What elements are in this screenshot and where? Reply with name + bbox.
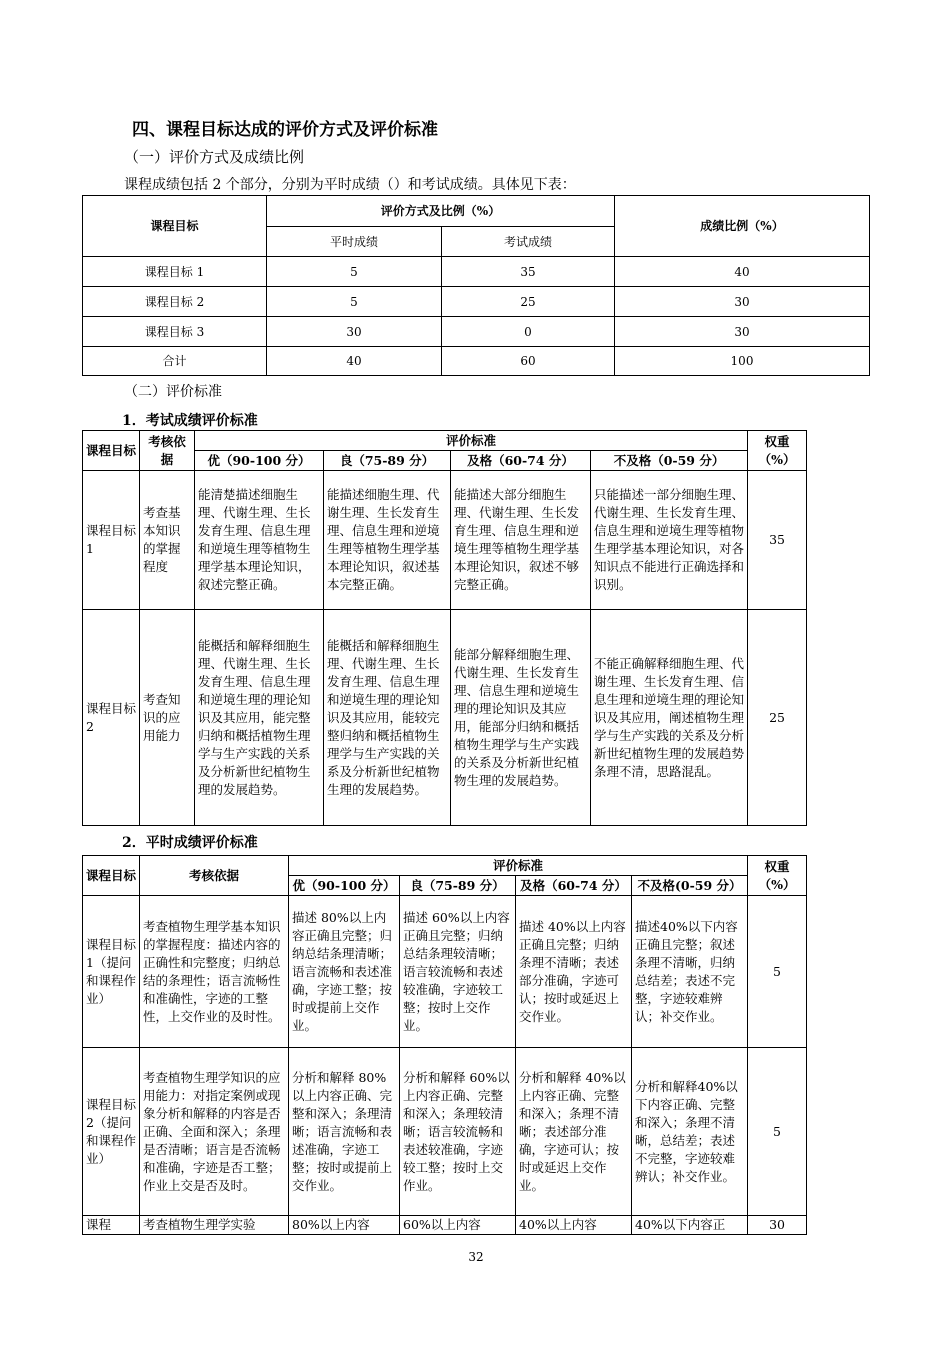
t3-goal: 课程目标 2（提问和课程作业） — [83, 1048, 140, 1216]
t1-cell: 0 — [442, 317, 615, 347]
t2-header-basis: 考核依据 — [140, 431, 195, 471]
table-row — [83, 610, 807, 826]
exam-criteria-table — [82, 430, 807, 826]
t1-cell: 40 — [615, 257, 870, 287]
t2-fail: 不能正确解释细胞生理、代谢生理、生长发育生理、信息生理和逆境生理的理论知识及其应用，阐述植物生理学与生产实践的关系及分析新世纪植物生理的发展趋势条理不清，思路混乱。 — [591, 610, 748, 826]
t3-excellent: 描述 80%以上内容正确且完整；归纳总结条理清晰；语言流畅和表述准确，字迹工整；按时或提前上交作业。 — [289, 896, 400, 1048]
t2-good: 能概括和解释细胞生理、代谢生理、生长发育生理、信息生理和逆境生理的理论知识及其应用，能较完整归纳和概括植物生理学与生产实践的关系及分析新世纪植物生理的发展趋势。 — [324, 610, 451, 826]
t1-cell: 35 — [442, 257, 615, 287]
t1-cell: 100 — [615, 347, 870, 376]
t2-weight: 25 — [748, 610, 807, 826]
t3-weight: 5 — [748, 896, 807, 1048]
t1-cell: 30 — [267, 317, 442, 347]
t1-cell: 30 — [615, 317, 870, 347]
t3-basis: 考查植物生理学知识的应用能力：对指定案例或现象分析和解释的内容是否正确、全面和深入；条理是否清晰；语言是否流畅和准确，字迹是否工整；作业上交是否及时。 — [140, 1048, 289, 1216]
t1-header-ratio: 成绩比例（%） — [615, 196, 870, 257]
t2-header-good: 良（75-89 分） — [324, 451, 451, 471]
t1-header-method: 评价方式及比例（%） — [267, 196, 615, 227]
t3-header-good: 良（75-89 分） — [400, 876, 516, 896]
t2-header-fail: 不及格（0-59 分） — [591, 451, 748, 471]
table-row — [83, 287, 870, 317]
t3-header-fail: 不及格(0-59 分） — [632, 876, 748, 896]
t2-excellent: 能清楚描述细胞生理、代谢生理、生长发育生理、信息生理和逆境生理等植物生理学基本理论知识，叙述完整正确。 — [195, 471, 324, 610]
t3-good: 60%以上内容 — [400, 1216, 516, 1235]
t2-pass: 能部分解释细胞生理、代谢生理、生长发育生理、信息生理和逆境生理的理论知识及其应用，能部分归纳和概括植物生理学与生产实践的关系及分析新世纪植物生理的发展趋势。 — [451, 610, 591, 826]
t2-basis: 考查知识的应用能力 — [140, 610, 195, 826]
t2-goal: 课程目标 2 — [83, 610, 140, 826]
t3-fail: 描述40%以下内容正确且完整；叙述条理不清晰，归纳总结差；表述不完整，字迹较难辨认；补交作业。 — [632, 896, 748, 1048]
t2-good: 能描述细胞生理、代谢生理、生长发育生理、信息生理和逆境生理等植物生理学基本理论知识，叙述基本完整正确。 — [324, 471, 451, 610]
subsection-heading-1: （一）评价方式及成绩比例 — [124, 148, 305, 166]
t3-goal: 课程 — [83, 1216, 140, 1235]
t3-pass: 40%以上内容 — [516, 1216, 632, 1235]
t3-weight: 30 — [748, 1216, 807, 1235]
table-row — [83, 317, 870, 347]
t3-good: 分析和解释 60%以上内容正确、完整和深入；条理较清晰；语言较流畅和表述较准确，字迹较工整；按时上交作业。 — [400, 1048, 516, 1216]
t3-header-weight: 权重（%） — [748, 856, 807, 896]
t1-cell: 30 — [615, 287, 870, 317]
t2-pass: 能描述大部分细胞生理、代谢生理、生长发育生理、信息生理和逆境生理等植物生理学基本理论知识，叙述不够完整正确。 — [451, 471, 591, 610]
t3-pass: 分析和解释 40%以上内容正确、完整和深入；条理不清晰；表述部分准确，字迹可认；按时或延迟上交作业。 — [516, 1048, 632, 1216]
t3-fail: 分析和解释40%以下内容正确、完整和深入；条理不清晰，总结差；表述不完整，字迹较难辨认；补交作业。 — [632, 1048, 748, 1216]
t1-header-usual: 平时成绩 — [267, 227, 442, 257]
t3-basis: 考查植物生理学基本知识的掌握程度：描述内容的正确性和完整度；归纳总结的条理性；语言流畅性和准确性，字迹的工整性，上交作业的及时性。 — [140, 896, 289, 1048]
t2-weight: 35 — [748, 471, 807, 610]
t3-goal: 课程目标 1（提问和课程作业） — [83, 896, 140, 1048]
t1-cell: 60 — [442, 347, 615, 376]
t3-excellent: 分析和解释 80%以上内容正确、完整和深入；条理清晰；语言流畅和表述准确，字迹工整；按时或提前上交作业。 — [289, 1048, 400, 1216]
t2-header-goal: 课程目标 — [83, 431, 140, 471]
t3-header-pass: 及格（60-74 分） — [516, 876, 632, 896]
table-row — [83, 1048, 807, 1216]
t2-goal: 课程目标 1 — [83, 471, 140, 610]
t1-cell: 合计 — [83, 347, 267, 376]
t1-header-goal: 课程目标 — [83, 196, 267, 257]
t3-header-goal: 课程目标 — [83, 856, 140, 896]
section-heading: 四、课程目标达成的评价方式及评价标准 — [132, 120, 438, 140]
page-number: 32 — [468, 1250, 484, 1264]
table-row — [83, 896, 807, 1048]
t2-header-pass: 及格（60-74 分） — [451, 451, 591, 471]
table-row — [83, 1216, 807, 1235]
table-row — [83, 257, 870, 287]
subsection-heading-2: （二）评价标准 — [124, 384, 222, 400]
t1-cell: 40 — [267, 347, 442, 376]
t2-header-weight: 权重（%） — [748, 431, 807, 471]
t3-basis: 考查植物生理学实验 — [140, 1216, 289, 1235]
table-row — [83, 471, 807, 610]
t1-cell: 5 — [267, 257, 442, 287]
t2-header-std: 评价标准 — [195, 431, 748, 451]
intro-paragraph: 课程成绩包括 2 个部分，分别为平时成绩（）和考试成绩。具体见下表： — [124, 177, 576, 193]
t2-header-excellent: 优（90-100 分） — [195, 451, 324, 471]
usual-criteria-table — [82, 855, 807, 1235]
t1-cell: 25 — [442, 287, 615, 317]
t3-good: 描述 60%以上内容正确且完整；归纳总结条理较清晰；语言较流畅和表述较准确，字迹较工整；按时上交作业。 — [400, 896, 516, 1048]
t2-excellent: 能概括和解释细胞生理、代谢生理、生长发育生理、信息生理和逆境生理的理论知识及其应用，能完整归纳和概括植物生理学与生产实践的关系及分析新世纪植物生理的发展趋势。 — [195, 610, 324, 826]
t3-pass: 描述 40%以上内容正确且完整；归纳条理不清晰；表述部分准确，字迹可认；按时或延迟上交作业。 — [516, 896, 632, 1048]
t2-basis: 考查基本知识的掌握程度 — [140, 471, 195, 610]
subsection-heading-2-1: 1．考试成绩评价标准 — [122, 413, 258, 429]
t3-header-std: 评价标准 — [289, 856, 748, 876]
t1-header-exam: 考试成绩 — [442, 227, 615, 257]
table-row — [83, 347, 870, 376]
t2-fail: 只能描述一部分细胞生理、代谢生理、生长发育生理、信息生理和逆境生理等植物生理学基本理论知识，对各知识点不能进行正确选择和识别。 — [591, 471, 748, 610]
t1-cell: 课程目标 2 — [83, 287, 267, 317]
t1-cell: 课程目标 1 — [83, 257, 267, 287]
t1-cell: 5 — [267, 287, 442, 317]
t3-header-basis: 考核依据 — [140, 856, 289, 896]
t3-weight: 5 — [748, 1048, 807, 1216]
t3-header-excellent: 优（90-100 分） — [289, 876, 400, 896]
t1-cell: 课程目标 3 — [83, 317, 267, 347]
t3-excellent: 80%以上内容 — [289, 1216, 400, 1235]
score-ratio-table — [82, 195, 870, 376]
t3-fail: 40%以下内容正 — [632, 1216, 748, 1235]
subsection-heading-2-2: 2．平时成绩评价标准 — [122, 835, 258, 851]
